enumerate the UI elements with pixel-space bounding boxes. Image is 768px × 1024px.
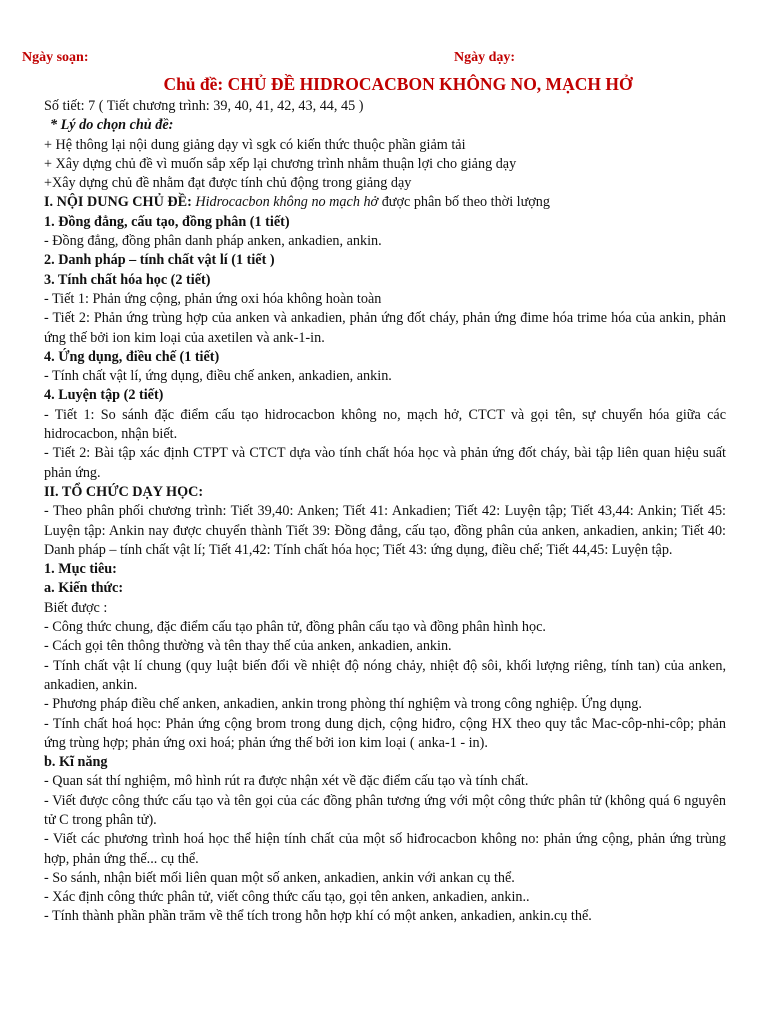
ly-do-line: + Hệ thông lại nội dung giảng dạy vì sgk có kiến thức thuộc phần giảm tải	[44, 136, 466, 153]
muc-tieu-heading: 1. Mục tiêu:	[44, 561, 117, 578]
so-tiet: Số tiết: 7 ( Tiết chương trình: 39, 40, 41, 42, 43, 44, 45 )	[44, 98, 364, 114]
ki-nang-heading: b. Kĩ năng	[44, 754, 108, 771]
item-title: 1. Đồng đẳng, cấu tạo, đồng phân (1 tiết)	[44, 213, 290, 230]
ngay-day-label: Ngày dạy:	[454, 50, 516, 65]
ki-nang-line: - Viết các phương trình hoá học thể hiện tính chất của một số hiđrocacbon không no: phản ứng cộng, phản ứng trùng hợp, phản ứng thế... cụ thể.	[44, 831, 726, 867]
section1-heading-label: I. NỘI DUNG CHỦ ĐỀ:	[44, 194, 192, 211]
ly-do-line: +Xây dựng chủ đề nhằm đạt được tính chủ động trong giảng dạy	[44, 175, 412, 192]
kien-thuc-line: - Công thức chung, đặc điểm cấu tạo phân tử, đồng phân cấu tạo và đồng phân hình học.	[44, 619, 546, 636]
section1-heading-italic: Hidrocacbon không no mạch hở	[195, 194, 379, 211]
ki-nang-line: - Xác định công thức phân tử, viết công thức cấu tạo, gọi tên anken, ankadien, ankin..	[44, 889, 530, 906]
topic-title	[44, 73, 726, 95]
date-row	[22, 47, 726, 67]
item-line: - Tiết 2: Phản ứng trùng hợp của anken và ankadien, phản ứng đốt cháy, phản ứng đime hóa trime hóa của ankin, phản ứng thế bởi ion kim loại của axetilen và ank-1-in.	[44, 310, 726, 346]
item-title: 4. Luyện tập (2 tiết)	[44, 387, 164, 404]
kien-thuc-line: - Phương pháp điều chế anken, ankadien, ankin trong phòng thí nghiệm và trong công nghiệp. Ứng dụng.	[44, 696, 642, 713]
item-title: 4. Ứng dụng, điều chế (1 tiết)	[44, 348, 220, 365]
item-line: - Tiết 1: Phản ứng cộng, phản ứng oxi hóa không hoàn toàn	[44, 290, 382, 307]
item-line: - Tiết 2: Bài tập xác định CTPT và CTCT dựa vào tính chất hóa học và phản ứng đốt cháy, bài tập liên quan hiệu suất phản ứng.	[44, 445, 726, 481]
topic-label: Chủ đề:	[163, 74, 224, 94]
item-title: 3. Tính chất hóa học (2 tiết)	[44, 271, 211, 288]
ki-nang-line: - Quan sát thí nghiệm, mô hình rút ra được nhận xét về đặc điểm cấu tạo và tính chất.	[44, 773, 529, 790]
document-body	[44, 97, 726, 927]
kien-thuc-line: - Tính chất vật lí chung (quy luật biến đổi về nhiệt độ nóng chảy, nhiệt độ sôi, khối lượng riêng, tính tan) của anken, ankadien, ankin.	[44, 657, 726, 693]
ly-do-line: + Xây dựng chủ đề vì muốn sắp xếp lại chương trình nhằm thuận lợi cho giảng dạy	[44, 155, 517, 172]
item-title: 2. Danh pháp – tính chất vật lí (1 tiết )	[44, 252, 275, 269]
kien-thuc-line: - Cách gọi tên thông thường và tên thay thế của anken, ankadien, ankin.	[44, 638, 452, 655]
ki-nang-line: - Viết được công thức cấu tạo và tên gọi của các đồng phân tương ứng với một công thức phân tử (không quá 6 nguyên tử C trong phân tử).	[44, 792, 726, 828]
phan-phoi: - Theo phân phối chương trình: Tiết 39,40: Anken; Tiết 41: Ankadien; Tiết 42: Luyện tập; Tiết 43,44: Ankin; Tiết 45: Luyện tập: Ankin nay được chuyển thành Tiết 39: Đồng đẳng, cấu tạo, đồng phân của anken, ankadien, ankin; Tiết 40: Danh pháp – tính chất vật lí; Tiết 41,42: Tính chất hóa học; Tiết 43: ứng dụng, điều chế; Tiết 44,45: Luyện tập.	[44, 503, 726, 558]
ki-nang-line: - So sánh, nhận biết mối liên quan một số anken, ankadien, ankin với ankan cụ thể.	[44, 869, 515, 886]
item-line: - Đồng đẳng, đồng phân danh pháp anken, ankadien, ankin.	[44, 233, 382, 250]
ly-do-heading: * Lý do chọn chủ đề:	[50, 117, 174, 134]
kien-thuc-heading: a. Kiến thức:	[44, 580, 124, 597]
topic-title-text: CHỦ ĐỀ HIDROCACBON KHÔNG NO, MẠCH HỞ	[227, 74, 633, 94]
section2-heading: II. TỔ CHỨC DẠY HỌC:	[44, 483, 204, 500]
kien-thuc-line: - Tính chất hoá học: Phản ứng cộng brom trong dung dịch, cộng hiđro, cộng HX theo quy tắc Mac-côp-nhi-côp; phản ứng trùng hợp; phản ứng oxi hoá; phản ứng thế bởi ion kim loại ( anka-1 - in).	[44, 715, 726, 751]
section1-heading	[44, 193, 726, 212]
section1-heading-tail: được phân bố theo thời lượng	[381, 194, 550, 211]
ki-nang-line: - Tính thành phần phần trăm về thể tích trong hỗn hợp khí có một anken, ankadien, ankin.cụ thể.	[44, 908, 592, 925]
item-line: - Tiết 1: So sánh đặc điểm cấu tạo hidrocacbon không no, mạch hở, CTCT và gọi tên, sự chuyển hóa giữa các hidrocacbon, nhận biết.	[44, 406, 726, 443]
item-line: - Tính chất vật lí, ứng dụng, điều chế anken, ankadien, ankin.	[44, 368, 392, 385]
kien-thuc-lead: Biết được :	[44, 599, 108, 616]
ngay-soan-label: Ngày soạn:	[22, 50, 89, 65]
